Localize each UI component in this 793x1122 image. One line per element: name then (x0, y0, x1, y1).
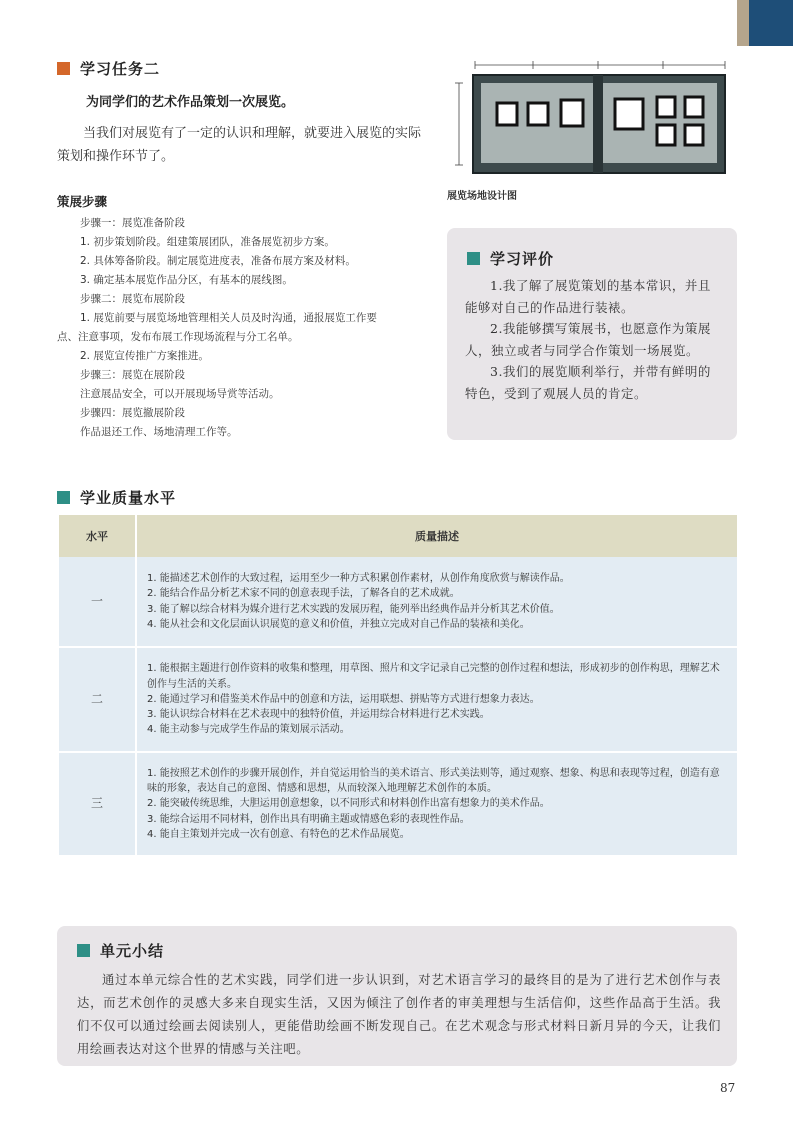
orange-square-icon (57, 62, 70, 75)
description-item: 3. 能了解以综合材料为媒介进行艺术实践的发展历程，能列举出经典作品并分析其艺术价值。 (147, 603, 560, 615)
description-item: 2. 能通过学习和借鉴美术作品中的创意和方法，运用联想、拼贴等方式进行想象力表达。 (147, 693, 540, 705)
step-line: 2. 具体筹备阶段。制定展览进度表，准备布展方案及材料。 (80, 255, 356, 267)
description-item: 3. 能认识综合材料在艺术表现中的独特价值，并运用综合材料进行艺术实践。 (147, 709, 490, 721)
description-item: 4. 能从社会和文化层面认识展览的意义和价值，并独立完成对自己作品的装裱和美化。 (147, 618, 530, 630)
description-item: 2. 能突破传统思维，大胆运用创意想象，以不同形式和材料创作出富有想象力的美术作品。 (147, 798, 550, 810)
description-item: 1. 能按照艺术创作的步骤开展创作，并自觉运用恰当的美术语言、形式美法则等，通过观察、想象、构思和表现等过程，创造有意味的形象，表达自己的意图、情感和思想，从而较深入地理解艺术创作的本质。 (147, 767, 720, 795)
task-heading (57, 58, 160, 79)
teal-square-icon (467, 252, 480, 265)
description-cell (136, 752, 737, 855)
evaluation-list (465, 275, 721, 404)
steps-title: 策展步骤 (57, 194, 108, 209)
task-subtitle: 为同学们的艺术作品策划一次展览。 (86, 95, 295, 110)
quality-title: 学业质量水平 (80, 489, 177, 507)
description-item: 4. 能主动参与完成学生作品的策划展示活动。 (147, 724, 350, 736)
teal-square-icon (57, 491, 70, 504)
step-line: 步骤四：展览撤展阶段 (80, 407, 185, 419)
quality-heading (57, 487, 176, 508)
corner-accent-blue (749, 0, 793, 46)
step-line: 3. 确定基本展览作品分区，有基本的展线图。 (80, 274, 293, 286)
description-cell (136, 557, 737, 647)
step-line: 2. 展览宣传推广方案推进。 (80, 350, 209, 362)
step-line: 点、注意事项，发布布展工作现场流程与分工名单。 (57, 331, 299, 343)
figure-caption: 展览场地设计图 (447, 191, 517, 202)
table-row (59, 557, 737, 647)
summary-box (57, 926, 737, 1066)
level-cell: 一 (59, 557, 136, 647)
level-cell: 三 (59, 752, 136, 855)
evaluation-title: 学习评价 (490, 250, 555, 268)
step-line: 步骤二：展览布展阶段 (80, 293, 185, 305)
evaluation-item: 3.我们的展览顺利举行，并带有鲜明的特色，受到了观展人员的肯定。 (465, 364, 711, 401)
summary-text: 通过本单元综合性的艺术实践，同学们进一步认识到，对艺术语言学习的最终目的是为了进行艺术创作与表达，而艺术创作的灵感大多来自现实生活，又因为倾注了创作者的审美理想与生活信仰，这些作品高于生活。我们不仅可以通过绘画去阅读别人，更能借助绘画不断发现自己。在艺术观念与形式材料日新月异的今天，让我们用绘画表达对这个世界的情感与关注吧。 (77, 973, 721, 1056)
description-item: 1. 能描述艺术创作的大致过程，运用至少一种方式积累创作素材，从创作角度欣赏与解读作品。 (147, 573, 570, 585)
evaluation-heading (467, 248, 554, 269)
table-row (59, 647, 737, 752)
evaluation-item: 1.我了解了展览策划的基本常识，并且能够对自己的作品进行装裱。 (465, 278, 711, 315)
page-number: 87 (720, 1081, 736, 1095)
summary-heading (77, 940, 164, 961)
evaluation-item: 2.我能够撰写策展书，也愿意作为策展人，独立或者与同学合作策划一场展览。 (465, 321, 711, 358)
step-line: 步骤一：展览准备阶段 (80, 217, 185, 229)
description-item: 4. 能自主策划并完成一次有创意、有特色的艺术作品展览。 (147, 828, 410, 840)
step-line: 注意展品安全，可以开展现场导赏等活动。 (80, 388, 280, 400)
exhibition-layout-sketch (453, 53, 731, 181)
summary-title: 单元小结 (100, 942, 165, 960)
corner-accent-tan (737, 0, 749, 46)
quality-table (59, 515, 737, 855)
description-item: 3. 能综合运用不同材料，创作出具有明确主题或情感色彩的表现性作品。 (147, 813, 470, 825)
step-line: 1. 展览前要与展览场地管理相关人员及时沟通，通报展览工作要 (80, 312, 377, 324)
table-header-description: 质量描述 (136, 515, 737, 557)
step-line: 作品退还工作、场地清理工作等。 (80, 426, 238, 438)
table-header-level: 水平 (59, 515, 136, 557)
steps-list (57, 214, 427, 442)
task-intro: 当我们对展览有了一定的认识和理解，就要进入展览的实际策划和操作环节了。 (57, 126, 422, 164)
description-item: 1. 能根据主题进行创作资料的收集和整理，用草图、照片和文字记录自己完整的创作过程和想法，形成初步的创作构思，理解艺术创作与生活的关系。 (147, 663, 720, 690)
table-row (59, 752, 737, 855)
description-item: 2. 能结合作品分析艺术家不同的创意表现手法，了解各自的艺术成就。 (147, 588, 460, 600)
teal-square-icon (77, 944, 90, 957)
level-cell: 二 (59, 647, 136, 752)
description-cell (136, 647, 737, 752)
evaluation-box (447, 228, 737, 440)
step-line: 步骤三：展览在展阶段 (80, 369, 185, 381)
step-line: 1. 初步策划阶段。组建策展团队，准备展览初步方案。 (80, 236, 335, 248)
task-title: 学习任务二 (80, 60, 161, 78)
